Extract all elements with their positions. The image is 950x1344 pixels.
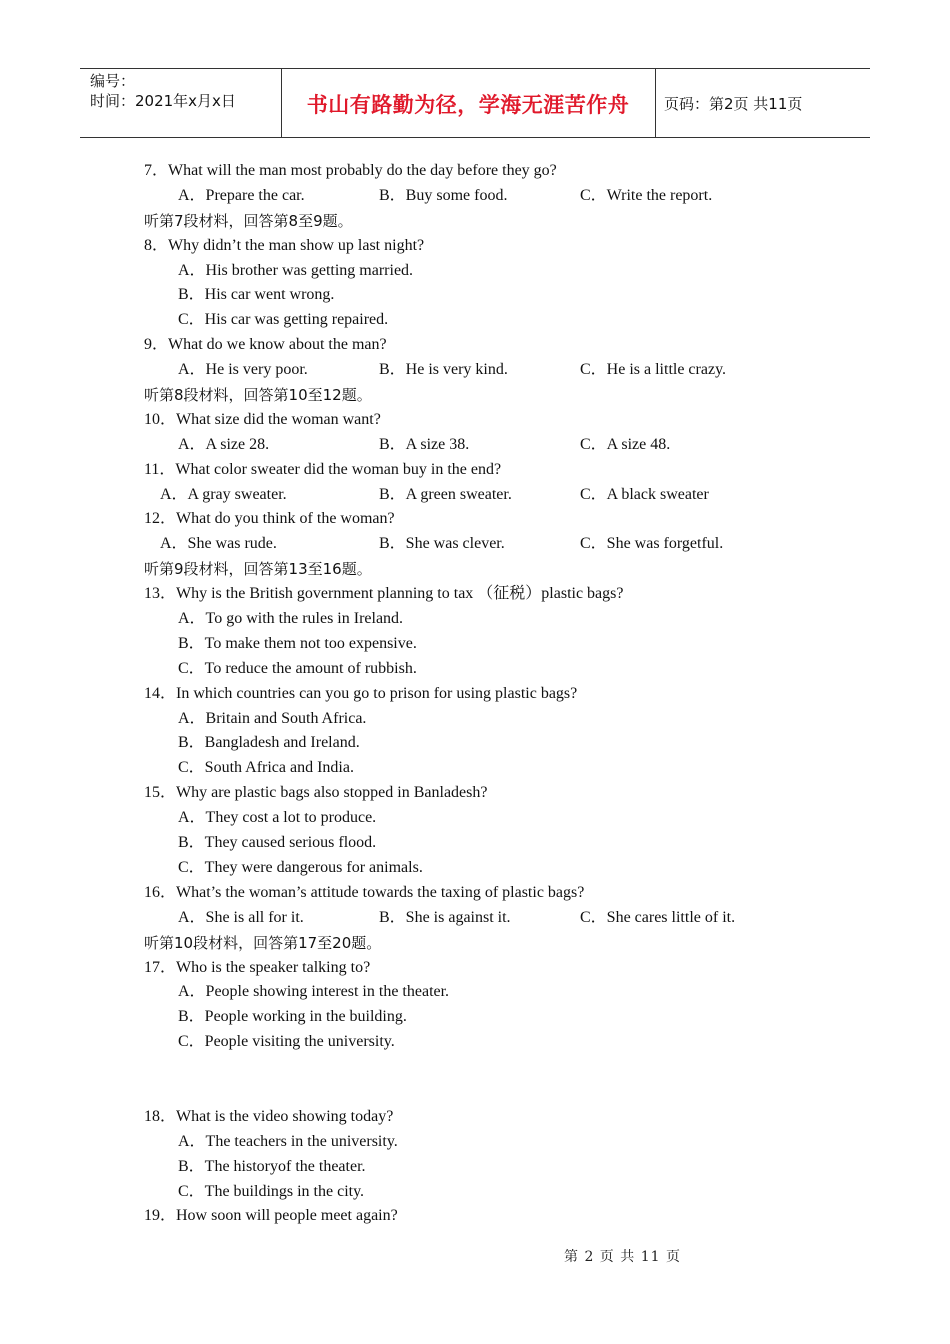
question-text: 12．What do you think of the woman? bbox=[144, 510, 395, 528]
option-text: B．His car went wrong. bbox=[178, 286, 335, 304]
options-row bbox=[0, 906, 950, 931]
option-c: C．A size 48. bbox=[580, 435, 671, 453]
footer-page-number: 第 2 页 共 11 页 bbox=[564, 1249, 681, 1265]
time-label: 时间：2021年x月x日 bbox=[90, 92, 236, 110]
option-b: B．He is very kind. bbox=[379, 361, 508, 379]
code-label: 编号： bbox=[90, 72, 136, 90]
question-text: 10．What size did the woman want? bbox=[144, 410, 381, 428]
option-text: C．To reduce the amount of rubbish. bbox=[178, 659, 417, 677]
option-line bbox=[0, 259, 950, 284]
header-motto: 书山有路勤为径，学海无涯苦作舟 bbox=[306, 93, 630, 117]
option-text: B．The historyof the theater. bbox=[178, 1157, 366, 1175]
option-c: C．He is a little crazy. bbox=[580, 361, 727, 379]
question-line bbox=[0, 682, 950, 707]
option-a: A．A size 28. bbox=[178, 435, 270, 453]
question-content bbox=[0, 159, 950, 1229]
option-line bbox=[0, 856, 950, 881]
question-text: 7．What will the man most probably do the day before they go? bbox=[144, 162, 557, 179]
option-b: B．Buy some food. bbox=[379, 186, 508, 204]
options-row bbox=[0, 358, 950, 383]
option-text: A．Britain and South Africa. bbox=[178, 709, 367, 727]
question-text: 9．What do we know about the man? bbox=[144, 336, 387, 354]
option-text: B．They caused serious flood. bbox=[178, 834, 377, 852]
option-b: B．She was clever. bbox=[379, 535, 505, 553]
question-line bbox=[0, 1105, 950, 1130]
option-text: C．His car was getting repaired. bbox=[178, 311, 389, 329]
option-c: C．She cares little of it. bbox=[580, 908, 736, 926]
option-line bbox=[0, 607, 950, 632]
option-line bbox=[0, 756, 950, 781]
question-text: 18．What is the video showing today? bbox=[144, 1107, 394, 1125]
option-line bbox=[0, 707, 950, 732]
option-a: A．She was rude. bbox=[160, 535, 277, 553]
section-text: 听第7段材料，回答第8至9题。 bbox=[144, 211, 353, 230]
option-b: B．She is against it. bbox=[379, 908, 511, 926]
header-divider bbox=[655, 69, 656, 137]
option-text: A．To go with the rules in Ireland. bbox=[178, 610, 404, 628]
page-header bbox=[80, 68, 870, 138]
question-line bbox=[0, 582, 950, 607]
option-text: C．They were dangerous for animals. bbox=[178, 858, 423, 876]
option-text: C．People visiting the university. bbox=[178, 1033, 395, 1051]
section-instruction bbox=[0, 931, 950, 956]
option-text: A．People showing interest in the theater. bbox=[178, 983, 450, 1001]
question-line bbox=[0, 408, 950, 433]
header-page-info: 页码：第2页 共11页 bbox=[664, 95, 803, 113]
option-text: B．People working in the building. bbox=[178, 1008, 407, 1026]
option-line bbox=[0, 1155, 950, 1180]
section-instruction bbox=[0, 383, 950, 408]
header-meta bbox=[90, 71, 236, 111]
question-text: 15．Why are plastic bags also stopped in Banladesh? bbox=[144, 784, 488, 802]
option-text: A．The teachers in the university. bbox=[178, 1132, 398, 1150]
section-text: 听第10段材料，回答第17至20题。 bbox=[144, 933, 382, 952]
question-text: 16．What’s the woman’s attitude towards the taxing of plastic bags? bbox=[144, 883, 585, 901]
question-line bbox=[0, 881, 950, 906]
question-text: 8．Why didn’t the man show up last night? bbox=[144, 236, 425, 254]
option-a: A．A gray sweater. bbox=[160, 485, 287, 503]
options-row bbox=[0, 532, 950, 557]
question-line bbox=[0, 234, 950, 259]
option-c: C．A black sweater bbox=[580, 485, 709, 503]
option-text: B．Bangladesh and Ireland. bbox=[178, 734, 360, 752]
question-line bbox=[0, 159, 950, 184]
question-text: 14．In which countries can you go to prison for using plastic bags? bbox=[144, 684, 578, 702]
option-b: B．A size 38. bbox=[379, 435, 470, 453]
options-row bbox=[0, 184, 950, 209]
question-line bbox=[0, 1204, 950, 1229]
section-text: 听第8段材料，回答第10至12题。 bbox=[144, 386, 372, 405]
options-row bbox=[0, 433, 950, 458]
option-a: A．She is all for it. bbox=[178, 908, 304, 926]
blank-line bbox=[0, 1080, 950, 1105]
option-text: B．To make them not too expensive. bbox=[178, 634, 417, 652]
option-line bbox=[0, 831, 950, 856]
question-line bbox=[0, 956, 950, 981]
question-line bbox=[0, 333, 950, 358]
question-line bbox=[0, 458, 950, 483]
option-line bbox=[0, 657, 950, 682]
question-text: 13．Why is the British government planning to tax （征税）plastic bags? bbox=[144, 585, 624, 603]
option-line bbox=[0, 283, 950, 308]
question-text: 17．Who is the speaker talking to? bbox=[144, 958, 371, 976]
option-line bbox=[0, 1030, 950, 1055]
option-line bbox=[0, 731, 950, 756]
option-line bbox=[0, 1130, 950, 1155]
section-text: 听第9段材料，回答第13至16题。 bbox=[144, 560, 372, 579]
option-a: A．He is very poor. bbox=[178, 361, 308, 379]
section-instruction bbox=[0, 557, 950, 582]
option-b: B．A green sweater. bbox=[379, 485, 512, 503]
option-text: C．South Africa and India. bbox=[178, 759, 354, 777]
question-text: 19．How soon will people meet again? bbox=[144, 1207, 398, 1225]
options-row bbox=[0, 483, 950, 508]
option-a: A．Prepare the car. bbox=[178, 186, 305, 204]
question-text: 11．What color sweater did the woman buy in the end? bbox=[144, 460, 502, 478]
option-text: A．His brother was getting married. bbox=[178, 261, 414, 279]
option-line bbox=[0, 1180, 950, 1205]
option-c: C．Write the report. bbox=[580, 186, 713, 204]
option-line bbox=[0, 980, 950, 1005]
option-text: A．They cost a lot to produce. bbox=[178, 809, 377, 827]
section-instruction bbox=[0, 209, 950, 234]
question-line bbox=[0, 507, 950, 532]
option-line bbox=[0, 806, 950, 831]
option-line bbox=[0, 308, 950, 333]
question-line bbox=[0, 781, 950, 806]
blank-line bbox=[0, 1055, 950, 1080]
option-text: C．The buildings in the city. bbox=[178, 1182, 365, 1200]
option-c: C．She was forgetful. bbox=[580, 535, 724, 553]
option-line bbox=[0, 1005, 950, 1030]
option-line bbox=[0, 632, 950, 657]
